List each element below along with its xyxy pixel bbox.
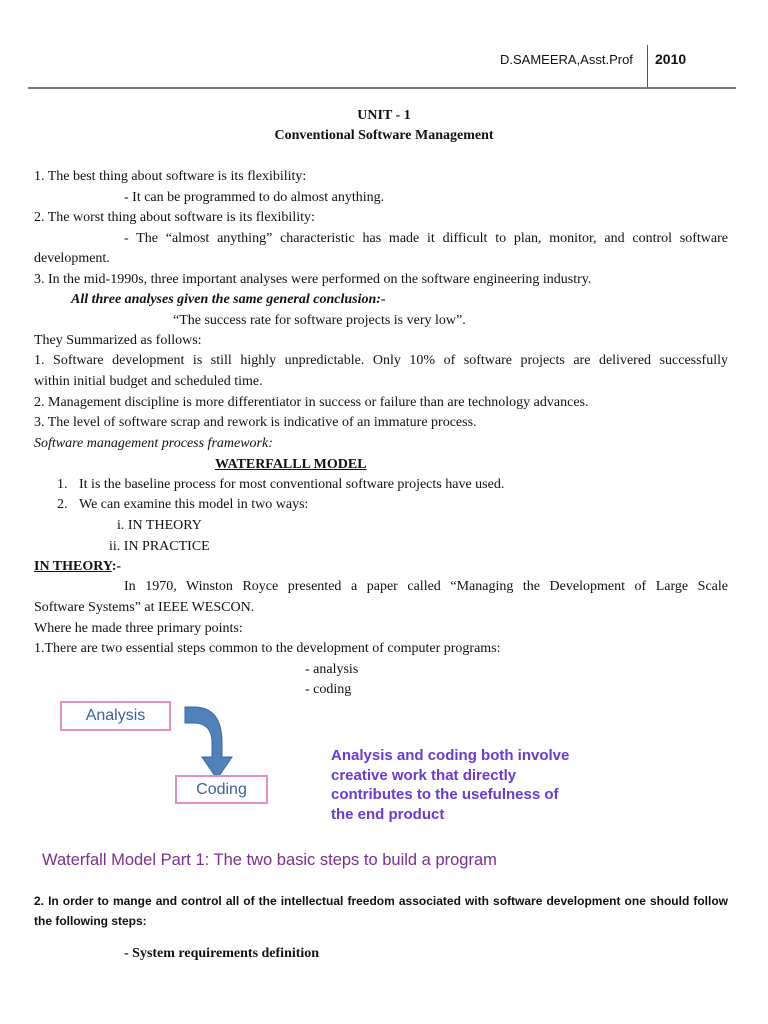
theory-heading-wrap: [34, 558, 121, 576]
summary-3: 3. The level of software scrap and rework is indicative of an immature process.: [34, 415, 477, 430]
step-analysis: - analysis: [305, 662, 359, 677]
unit-heading: UNIT - 1: [357, 108, 411, 123]
analysis-box-label: Analysis: [85, 707, 146, 724]
diagram-note-line: Analysis and coding both involve: [331, 747, 570, 764]
waterfall-item-2: We can examine this model in two ways:: [79, 497, 309, 512]
waterfall-item-1: It is the baseline process for most conventional software projects have used.: [79, 477, 505, 492]
theory-point-1: 1.There are two essential steps common to the development of computer programs:: [34, 641, 501, 656]
way-theory: i. IN THEORY: [117, 518, 202, 533]
theory-para-b: Software Systems” at IEEE WESCON.: [34, 600, 255, 615]
theory-heading: IN THEORY: [34, 559, 112, 574]
page-title: Conventional Software Management: [274, 128, 494, 143]
point-2-sub-a: - The “almost anything” characteristic has made it difficult to plan, monitor, and control software: [124, 231, 728, 246]
header-rule: [28, 87, 736, 89]
point-1-sub: - It can be programmed to do almost anything.: [124, 190, 385, 205]
coding-box: [175, 775, 268, 804]
header-year: 2010: [655, 51, 687, 67]
summary-intro: They Summarized as follows:: [34, 333, 202, 348]
conclusion-quote: “The success rate for software projects is very low”.: [173, 313, 466, 328]
diagram-note-line: the end product: [331, 805, 445, 823]
header-divider: [647, 45, 648, 88]
waterfall-heading: WATERFALLL MODEL: [215, 457, 367, 472]
waterfall-item-1-num: 1.: [57, 477, 68, 492]
point-2-line-a: 2. In order to mange and control all of the intellectual freedom associated with software development one should follow: [34, 894, 728, 908]
theory-para-a: In 1970, Winston Royce presented a paper called “Managing the Development of Large Scale: [124, 579, 728, 594]
way-practice: ii. IN PRACTICE: [109, 539, 210, 554]
theory-heading-suffix: :-: [111, 559, 122, 574]
analysis-box: [60, 701, 171, 731]
waterfall-item-2-num: 2.: [57, 497, 68, 512]
summary-2: 2. Management discipline is more differentiator in success or failure than are technology advances.: [34, 395, 589, 410]
diagram-note-line: contributes to the usefulness of: [331, 786, 559, 803]
point-3: 3. In the mid-1990s, three important analyses were performed on the software engineering industry.: [34, 272, 592, 287]
summary-1b: within initial budget and scheduled time.: [34, 374, 263, 389]
point-2-line-b: the following steps:: [34, 914, 147, 928]
curved-arrow-icon: [180, 705, 240, 785]
summary-1a: 1. Software development is still highly unpredictable. Only 10% of software projects are delivered successfully: [34, 353, 728, 368]
conclusion-label: All three analyses given the same general conclusion:-: [71, 292, 386, 307]
point-2-sub-b: development.: [34, 251, 110, 266]
step-system-requirements: - System requirements definition: [124, 946, 320, 961]
point-2: 2. The worst thing about software is its flexibility:: [34, 210, 315, 225]
point-1: 1. The best thing about software is its flexibility:: [34, 169, 307, 184]
header-author: D.SAMEERA,Asst.Prof: [500, 52, 633, 67]
diagram-note: [331, 746, 569, 824]
diagram-note-line: creative work that directly: [331, 766, 517, 784]
diagram-caption: Waterfall Model Part 1: The two basic steps to build a program: [42, 851, 497, 869]
step-coding: - coding: [305, 682, 352, 697]
framework-label: Software management process framework:: [34, 436, 273, 451]
coding-box-label: Coding: [196, 780, 247, 798]
theory-where: Where he made three primary points:: [34, 621, 243, 636]
